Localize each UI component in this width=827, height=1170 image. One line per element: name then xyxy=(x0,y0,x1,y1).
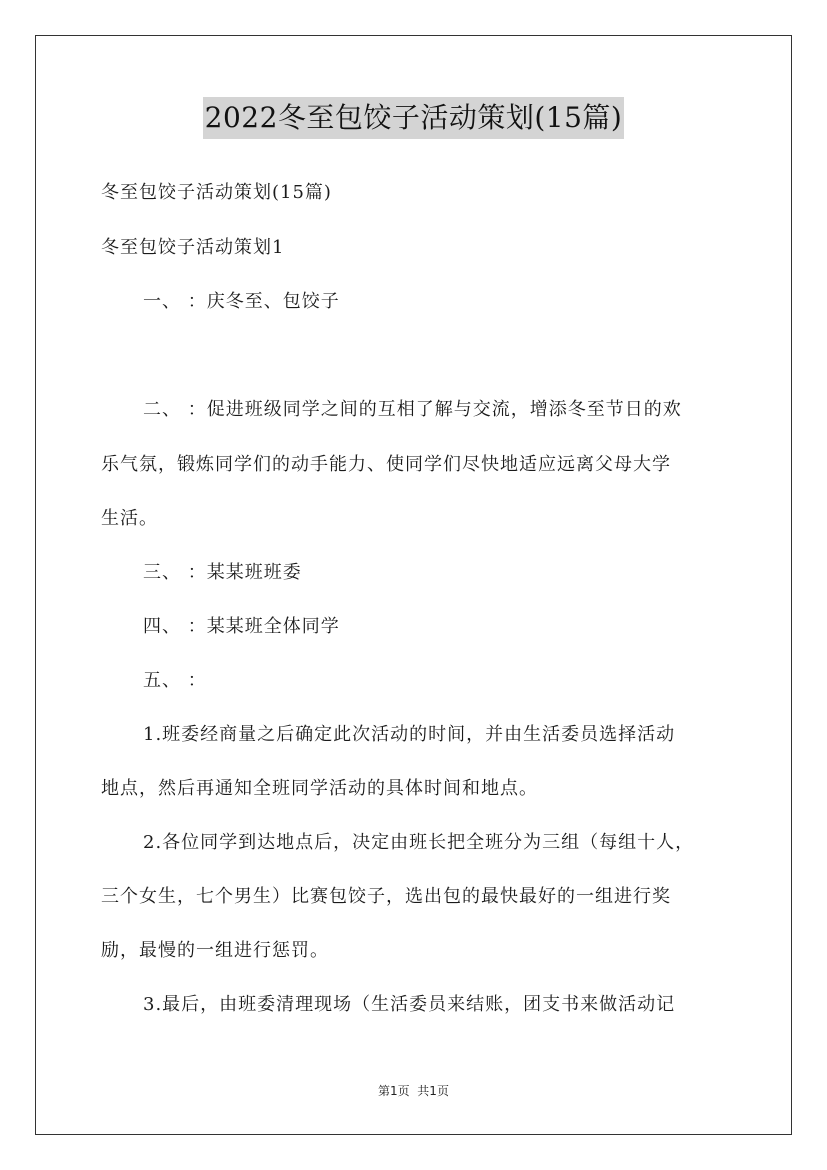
paragraph-line: 2.各位同学到达地点后，决定由班长把全班分为三组（每组十人， xyxy=(143,832,695,853)
paragraph-line: 生活。 xyxy=(101,508,158,529)
paragraph-line: 三个女生，七个男生）比赛包饺子，选出包的最快最好的一组进行奖 xyxy=(101,886,671,907)
paragraph-line: 二、 ：促进班级同学之间的互相了解与交流，增添冬至节日的欢 xyxy=(143,399,682,420)
paragraph-line: 1.班委经商量之后确定此次活动的时间，并由生活委员选择活动 xyxy=(143,724,676,745)
paragraph-line: 一、 ：庆冬至、包饺子 xyxy=(143,291,340,312)
paragraph-line: 五、 ： xyxy=(143,670,207,691)
paragraph-line: 四、 ：某某班全体同学 xyxy=(143,616,340,637)
paragraph-line: 乐气氛，锻炼同学们的动手能力、使同学们尽快地适应远离父母大学 xyxy=(101,454,671,475)
paragraph-line: 3.最后，由班委清理现场（生活委员来结账，团支书来做活动记 xyxy=(143,994,676,1015)
paragraph-line: 励，最慢的一组进行惩罚。 xyxy=(101,940,329,961)
paragraph-line: 地点，然后再通知全班同学活动的具体时间和地点。 xyxy=(101,778,538,799)
page-footer: 第1页 共1页 xyxy=(378,1084,449,1098)
paragraph-line: 三、 ：某某班班委 xyxy=(143,562,302,583)
title-container xyxy=(0,97,827,139)
document-title: 2022冬至包饺子活动策划(15篇) xyxy=(203,97,625,139)
section-heading: 冬至包饺子活动策划1 xyxy=(101,237,285,258)
document-subtitle: 冬至包饺子活动策划(15篇) xyxy=(101,182,332,203)
